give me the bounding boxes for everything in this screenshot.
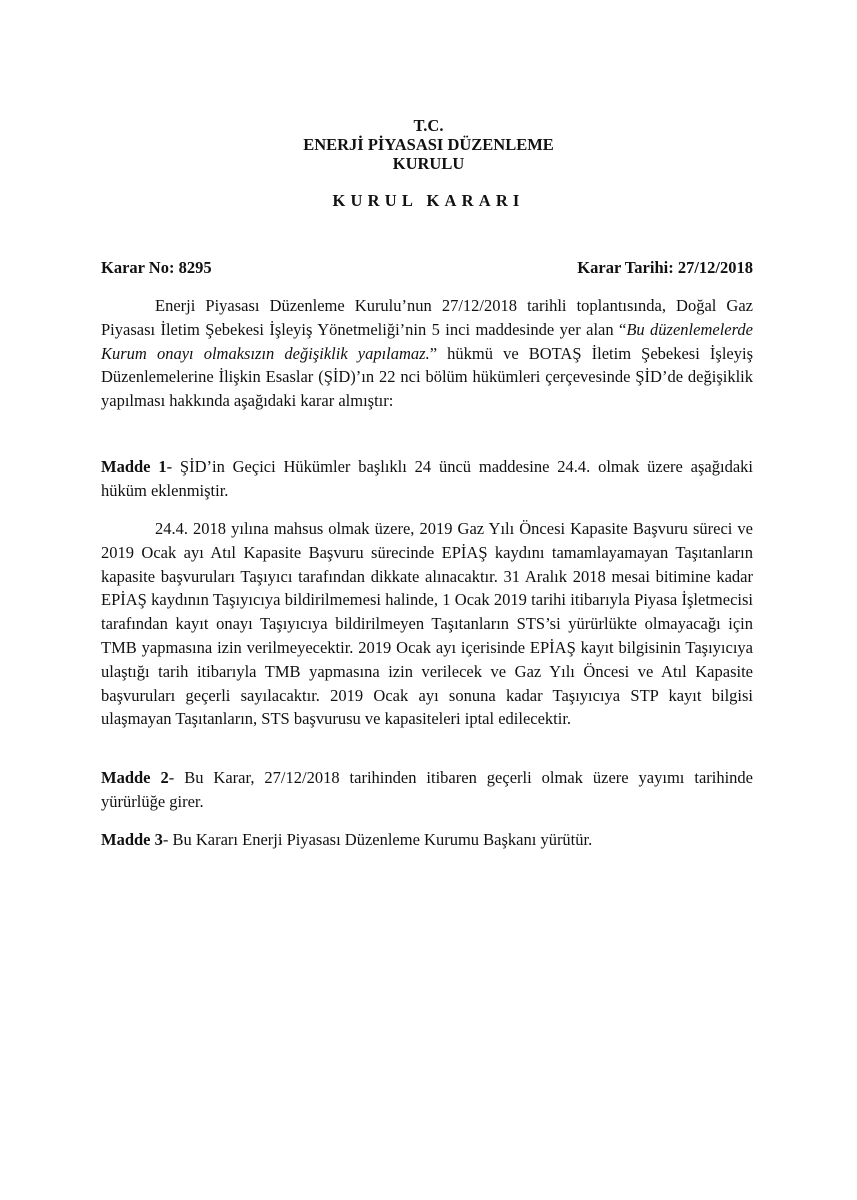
intro-quote: Bu düzenlemelerde Kurum onayı olmaksızın değişiklik yapılamaz. — [101, 319, 753, 363]
article-1-label: Madde 1 — [101, 457, 167, 476]
article-1-text: - ŞİD’in Geçici Hükümler başlıklı 24 üncü maddesine 24.4. olmak üzere aşağıdaki hüküm eklenmiştir. — [101, 457, 753, 500]
header-organization-line2: KURULU — [392, 154, 465, 173]
article-2 — [101, 766, 753, 814]
header-tc: T.C. — [413, 116, 444, 135]
document-title: KURUL KARARI — [332, 191, 525, 210]
article-2-text: - Bu Karar, 27/12/2018 tarihinden itibaren geçerli olmak üzere yayımı tarihinde yürürlüğe girer. — [101, 768, 753, 811]
decision-date: Karar Tarihi: 27/12/2018 — [577, 258, 753, 277]
article-3-label: Madde 3 — [101, 830, 163, 849]
intro-paragraph — [101, 294, 753, 413]
article-1-body: 24.4. 2018 yılına mahsus olmak üzere, 2019 Gaz Yılı Öncesi Kapasite Başvuru süreci ve 2019 Ocak ayı Atıl Kapasite Başvuru sürecinde EPİAŞ kaydını tamamlayamayan Taşıtanların kapasite başvuruları Taşıyıcı tarafından dikkate alınacaktır. 31 Aralık 2018 mesai bitimine kadar EPİAŞ kaydının Taşıyıcıya bildirilmemesi halinde, 1 Ocak 2019 tarihi itibarıyla Piyasa İşletmecisi tarafından kayıt onayı Taşıyıcıya bildirilmeyen Taşıtanların STS’si yürürlükte olmayacağı için TMB yapmasına izin verilmeyecektir. 2019 Ocak ayı içerisinde EPİAŞ kayıt bilgisinin Taşıyıcıya ulaştığı tarih itibarıyla TMB yapmasına izin verilecek ve Gaz Yılı Öncesi ve Atıl Kapasite başvuruları geçerli sayılacaktır. 2019 Ocak ayı sonuna kadar Taşıyıcıya STP kayıt bilgisi ulaşmayan Taşıtanların, STS başvurusu ve kapasiteleri iptal edilecektir. — [101, 519, 753, 729]
header-organization: ENERJİ PİYASASI DÜZENLEME — [303, 135, 554, 154]
article-3-text: - Bu Kararı Enerji Piyasası Düzenleme Kurumu Başkanı yürütür. — [162, 830, 593, 849]
intro-text-part1: Enerji Piyasası Düzenleme Kurulu’nun 27/12/2018 tarihli toplantısında, Doğal Gaz Piyasası İletim Şebekesi İşleyiş Yönetmeliği’nin 5 inci maddesinde yer alan “ — [101, 296, 753, 339]
article-2-label: Madde 2 — [101, 768, 169, 787]
intro-text-part2: ” hükmü ve BOTAŞ İletim Şebekesi İşleyiş Düzenlemelerine İlişkin Esaslar (ŞİD)’ın 22 nci bölüm hükümleri çerçevesinde ŞİD’de değişiklik yapılması hakkında aşağıdaki karar almıştır: — [101, 343, 753, 411]
article-3 — [101, 828, 753, 852]
decision-number: Karar No: 8295 — [101, 258, 212, 277]
article-1 — [101, 455, 753, 503]
